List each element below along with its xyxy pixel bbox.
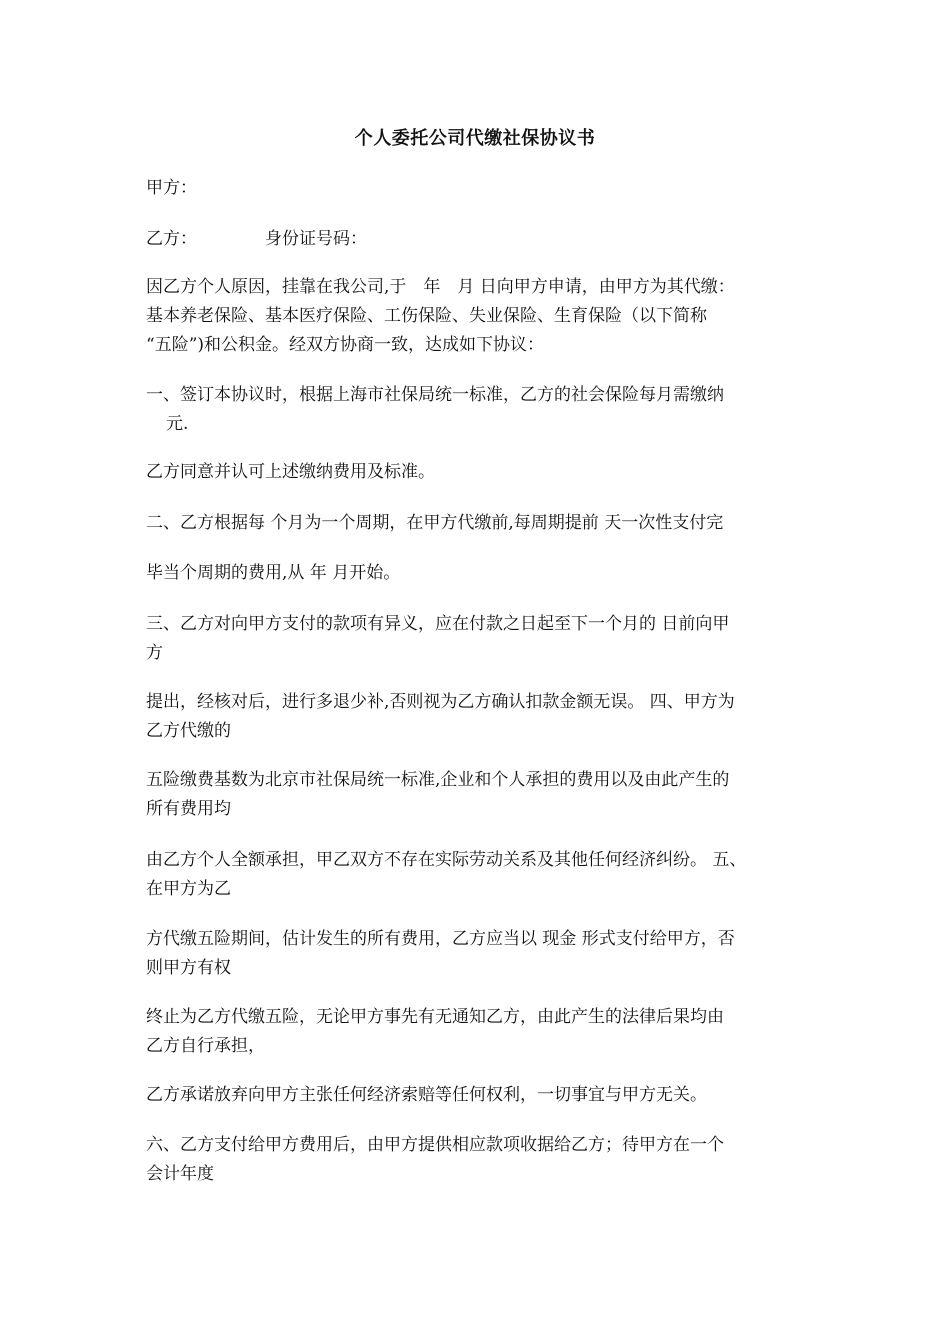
clause-4 [146,766,826,824]
clause-2 [146,509,826,538]
paragraph-line: 因乙方个人原因，挂靠在我公司,于 年 月 日向甲方申请，由甲方为其代缴： [146,277,735,297]
party-a-label: 甲方： [146,178,197,198]
paragraph-line: 会计年度 [146,1164,214,1184]
paragraph-line: 由乙方个人全额承担，甲乙双方不存在实际劳动关系及其他任何经济纠纷。 五、 [146,850,747,870]
clause-5-waiver [146,1081,826,1110]
paragraph-line: 在甲方为乙 [146,879,231,899]
clause-1-consent [146,458,826,487]
paragraph-line: 乙方代缴的 [146,721,231,741]
paragraph-line: 乙方同意并认可上述缴纳费用及标准。 [146,462,435,482]
clause-3-continued [146,688,826,746]
party-b-label: 乙方： [146,229,197,249]
party-a-line [146,174,826,203]
clause-2-continued [146,559,826,588]
paragraph-line: 基本养老保险、基本医疗保险、工伤保险、失业保险、生育保险（以下简称 [146,306,707,326]
clause-5 [146,925,826,983]
paragraph-line: 方代缴五险期间，估计发生的所有费用，乙方应当以 现金 形式支付给甲方，否 [146,929,735,949]
clause-6 [146,1131,826,1189]
paragraph-line: 乙方自行承担， [146,1036,265,1056]
paragraph-line: 毕当个周期的费用,从 年 月开始。 [146,563,401,583]
clause-1 [146,381,826,439]
document-title: 个人委托公司代缴社保协议书 [354,128,596,149]
paragraph-line: 二、乙方根据每 个月为一个周期，在甲方代缴前,每周期提前 天一次性支付完 [146,513,724,533]
paragraph-line: 六、乙方支付给甲方费用后，由甲方提供相应款项收据给乙方；待甲方在一个 [146,1135,724,1155]
paragraph-line: 乙方承诺放弃向甲方主张任何经济索赔等任何权利，一切事宜与甲方无关。 [146,1085,707,1105]
paragraph-line: 终止为乙方代缴五险，无论甲方事先有无通知乙方，由此产生的法律后果均由 [146,1007,724,1027]
paragraph-line: 所有费用均 [146,799,231,819]
party-b-line [146,225,826,254]
paragraph-line: 方 [146,643,163,663]
intro-paragraph [146,273,826,360]
paragraph-line: 三、乙方对向甲方支付的款项有异义，应在付款之日起至下一个月的 日前向甲 [146,614,730,634]
paragraph-line: 提出，经核对后，进行多退少补,否则视为乙方确认扣款金额无误。 四、甲方为 [146,692,735,712]
paragraph-line: 五险缴费基数为北京市社保局统一标准,企业和个人承担的费用以及由此产生的 [146,770,730,790]
paragraph-line: 一、签订本协议时，根据上海市社保局统一标准，乙方的社会保险每月需缴纳 [146,385,724,405]
paragraph-line: 则甲方有权 [146,958,231,978]
id-number-label: 身份证号码： [265,229,367,249]
paragraph-line: “五险”)和公积金。经双方协商一致，达成如下协议： [146,335,545,355]
paragraph-line: 元. [166,414,189,434]
clause-3 [146,610,826,668]
clause-4-continued [146,846,826,904]
clause-5-continued [146,1003,826,1061]
